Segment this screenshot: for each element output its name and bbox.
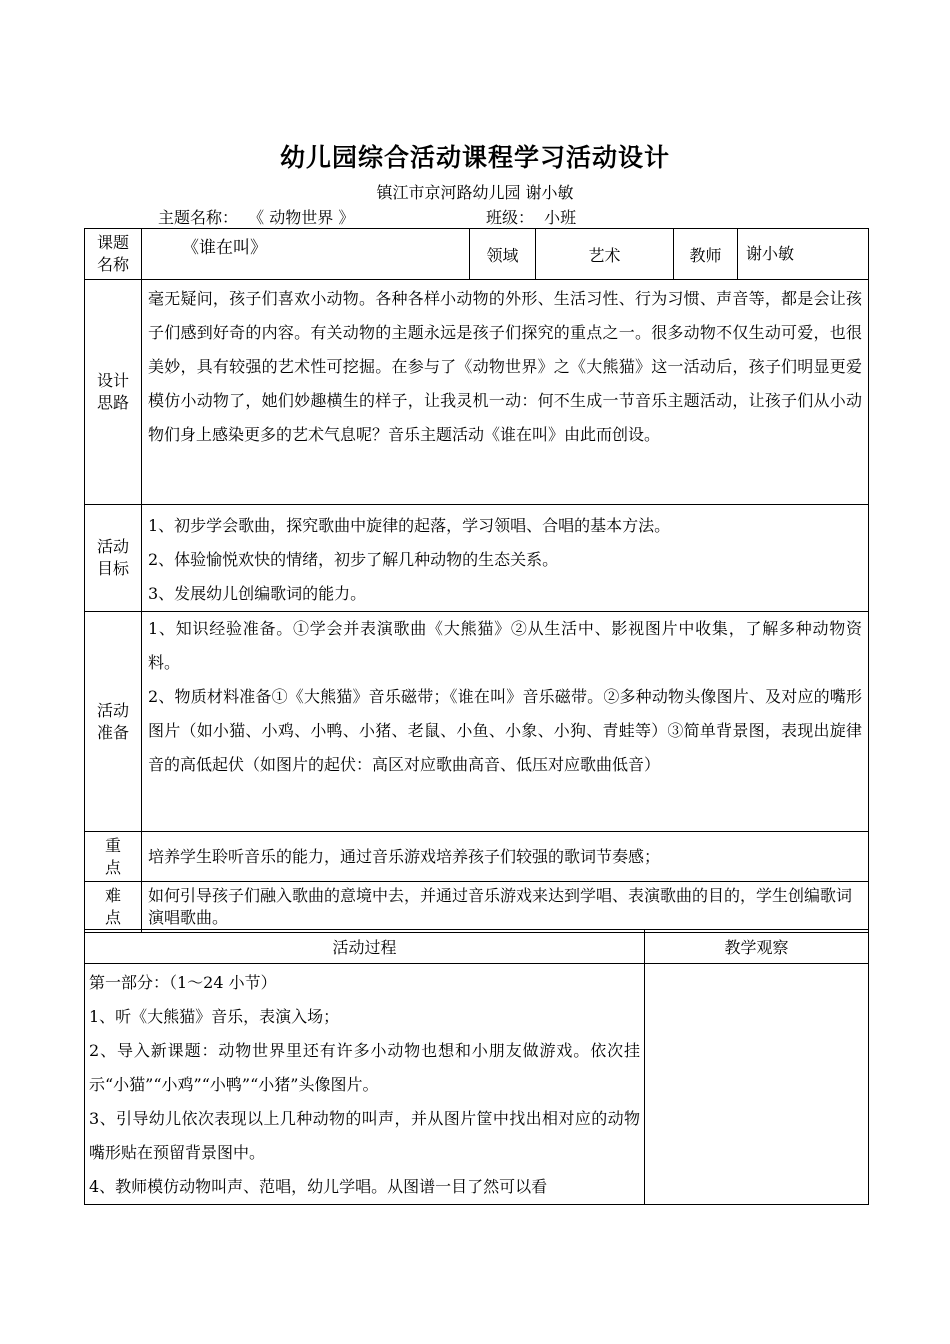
design-row — [85, 280, 869, 505]
goal-item: 2、体验愉悦欢快的情绪，初步了解几种动物的生态关系。 — [148, 550, 559, 569]
prep-item: 1、知识经验准备。①学会并表演歌曲《大熊猫》②从生活中、影视图片中收集，了解多种动物资料。 — [148, 619, 862, 672]
process-header-row — [85, 930, 869, 964]
document-title: 幼儿园综合活动课程学习活动设计 — [279, 143, 670, 172]
prep-item: 2、物质材料准备①《大熊猫》音乐磁带；《谁在叫》音乐磁带。②多种动物头像图片、及对应的嘴形图片（如小猫、小鸡、小鸭、小猪、老鼠、小鱼、小象、小狗、青蛙等）③简单背景图，表现出旋律音的高低起伏（如图片的起伏：高区对应歌曲高音、低压对应歌曲低音） — [148, 687, 862, 774]
theme-line — [158, 205, 577, 228]
prep-row — [85, 612, 869, 832]
prep-label: 活动 准备 — [85, 612, 142, 832]
theme-name: 主题名称： 《 动物世界 》 — [158, 208, 355, 227]
info-row — [85, 229, 869, 280]
difficulty-label: 难 点 — [85, 882, 142, 933]
goal-item: 1、初步学会歌曲，探究歌曲中旋律的起落，学习领唱、合唱的基本方法。 — [148, 516, 671, 535]
process-content — [85, 964, 645, 1205]
process-line: 4、教师模仿动物叫声、范唱，幼儿学唱。从图谱一目了然可以看 — [89, 1177, 548, 1196]
teacher-label: 教师 — [674, 229, 738, 280]
domain-label: 领域 — [470, 229, 536, 280]
design-text: 毫无疑问，孩子们喜欢小动物。各种各样小动物的外形、生活习性、行为习惯、声音等，都是会让孩子们感到好奇的内容。有关动物的主题永远是孩子们探究的重点之一。很多动物不仅生动可爱，也很美妙，具有较强的艺术性可挖掘。在参与了《动物世界》之《大熊猫》这一活动后，孩子们明显更爱模仿小动物了，她们妙趣横生的样子，让我灵机一动：何不生成一节音乐主题活动，让孩子们从小动物们身上感染更多的艺术气息呢？音乐主题活动《谁在叫》由此而创设。 — [142, 280, 869, 505]
difficulty-text: 如何引导孩子们融入歌曲的意境中去，并通过音乐游戏来达到学唱、表演歌曲的目的，学生创编歌词演唱歌曲。 — [142, 882, 869, 933]
observe-content — [645, 964, 869, 1205]
process-line: 第一部分：（1～24 小节） — [89, 973, 277, 992]
goal-label: 活动 目标 — [85, 505, 142, 612]
process-line: 1、听《大熊猫》音乐，表演入场； — [89, 1007, 340, 1026]
design-label: 设计 思路 — [85, 280, 142, 505]
key-label: 重 点 — [85, 832, 142, 882]
class-name: 班级： 小班 — [486, 208, 577, 227]
prep-list — [142, 612, 869, 832]
observe-header: 教学观察 — [645, 930, 869, 964]
teacher-value: 谢小敏 — [738, 229, 869, 280]
key-row — [85, 832, 869, 882]
key-text: 培养学生聆听音乐的能力，通过音乐游戏培养孩子们较强的歌词节奏感； — [142, 832, 869, 882]
goal-item: 3、发展幼儿创编歌词的能力。 — [148, 584, 367, 603]
process-line: 2、导入新课题：动物世界里还有许多小动物也想和小朋友做游戏。依次挂示“小猫”“小鸡”“小鸭”“小猪”头像图片。 — [89, 1041, 640, 1094]
domain-value: 艺术 — [536, 229, 674, 280]
course-value: 《谁在叫》 — [142, 229, 470, 280]
document-subtitle: 镇江市京河路幼儿园 谢小敏 — [376, 183, 574, 202]
difficulty-row — [85, 882, 869, 933]
process-line: 3、引导幼儿依次表现以上几种动物的叫声，并从图片筐中找出相对应的动物嘴形贴在预留背景图中。 — [89, 1109, 640, 1162]
process-header: 活动过程 — [85, 930, 645, 964]
lesson-plan-table — [84, 228, 869, 933]
process-table — [84, 929, 869, 1205]
goal-list — [142, 505, 869, 612]
process-body-row — [85, 964, 869, 1205]
course-label: 课题 名称 — [85, 229, 142, 280]
goal-row — [85, 505, 869, 612]
